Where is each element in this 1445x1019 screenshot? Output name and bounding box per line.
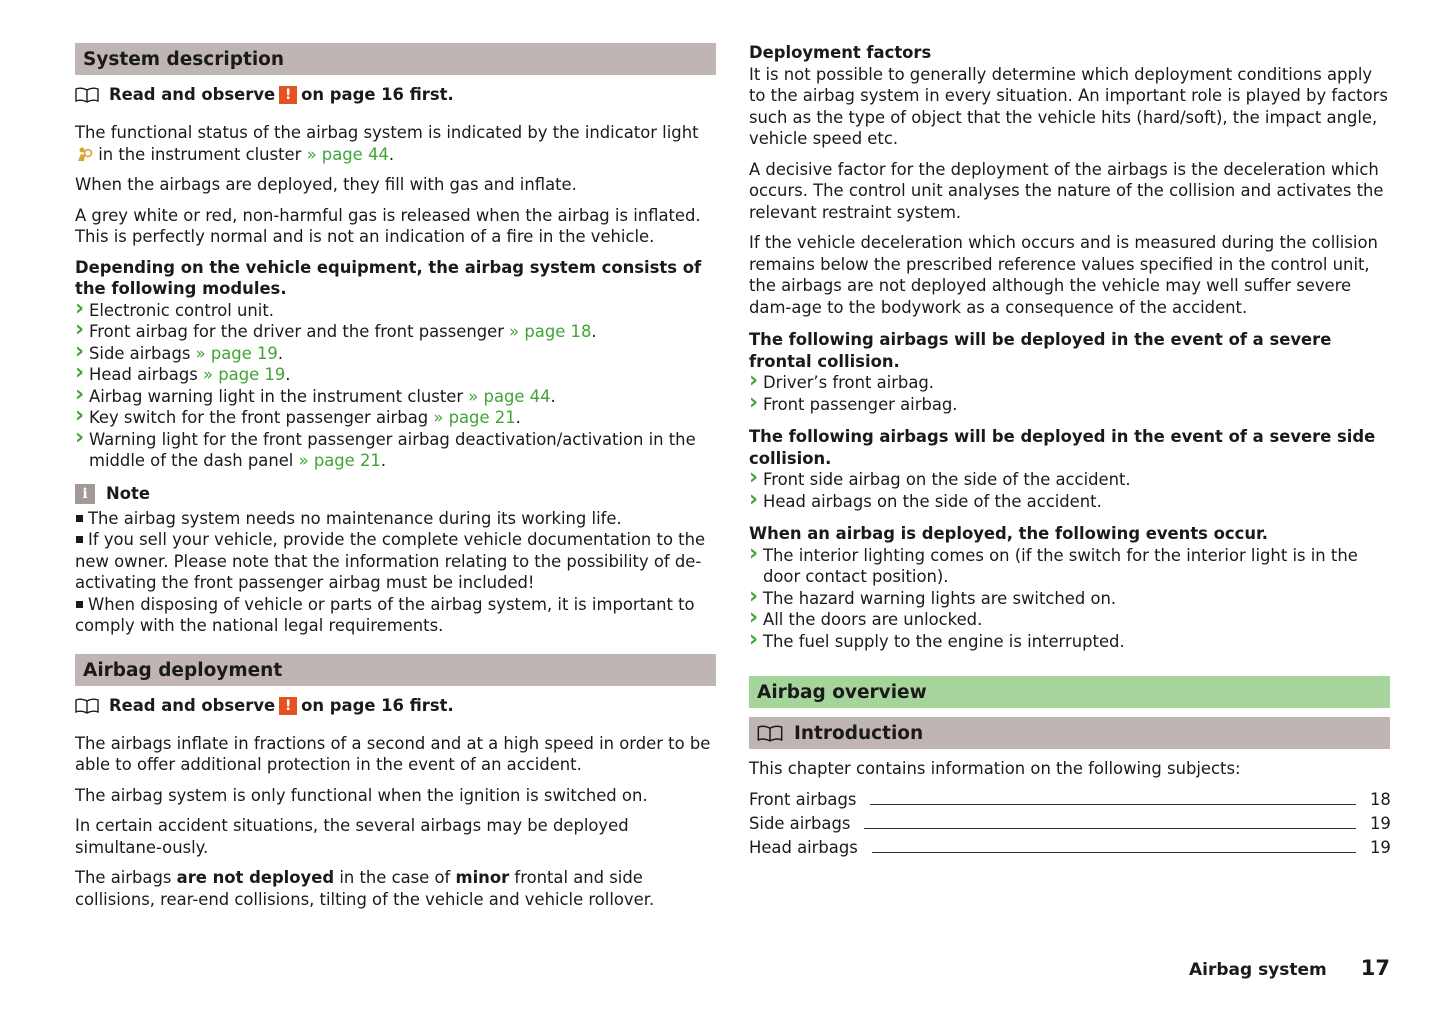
- events-list: [749, 545, 1390, 653]
- list-item: › Warning light for the front passenger airbag deactivation/activation in the middle of the dash panel » page 21.: [75, 429, 716, 472]
- read-prefix: Read and observe: [109, 85, 276, 105]
- paragraph: It is not possible to generally determine which deployment conditions apply to the airbag system in every situation. An important role is played by factors such as the type of object that the vehicle hits (hard/soft), the impact angle, vehicle speed etc.: [749, 64, 1388, 148]
- section-title-system-description: System description: [75, 43, 716, 75]
- note-heading: [75, 483, 716, 505]
- list-item: › Front passenger airbag.: [749, 394, 1390, 416]
- item-text: Electronic control unit.: [89, 300, 274, 320]
- note-text: If you sell your vehicle, provide the complete vehicle documentation to the new owner. Please note that the information relating to the possibility of de-activating the front passenger airbag must be included!: [75, 530, 706, 592]
- text-bold: are not deployed: [176, 868, 335, 887]
- list-item: › The hazard warning lights are switched on.: [749, 588, 1390, 610]
- deployment-factors-heading: Deployment factors: [749, 43, 932, 62]
- read-observe-line: [75, 84, 716, 106]
- toc-page: 19: [1370, 838, 1391, 857]
- toc-row[interactable]: [749, 811, 1390, 835]
- item-text: Front airbag for the driver and the front passenger: [89, 322, 504, 341]
- list-item: › Head airbags » page 19.: [75, 364, 716, 386]
- paragraph: A grey white or red, non-harmful gas is released when the airbag is inflated. This is perfectly normal and is not an indication of a fire in the vehicle.: [75, 205, 701, 246]
- list-item: [75, 300, 716, 322]
- list-item: › The fuel supply to the engine is interrupted.: [749, 631, 1390, 653]
- section-title-airbag-deployment: Airbag deployment: [75, 654, 716, 686]
- list-item: › Side airbags » page 19.: [75, 343, 716, 365]
- read-prefix: Read and observe: [109, 695, 276, 715]
- toc-row[interactable]: [749, 787, 1390, 811]
- bullet-square-icon: [76, 601, 83, 608]
- paragraph: The airbag system is only functional when the ignition is switched on.: [75, 785, 648, 805]
- read-suffix: on page 16 first.: [301, 695, 454, 715]
- paragraph: When the airbags are deployed, they fill with gas and inflate.: [75, 175, 577, 194]
- page-link[interactable]: » page 19: [203, 365, 286, 384]
- paragraph: If the vehicle deceleration which occurs and is measured during the collision remains below the prescribed reference values specified in the control unit, the airbags are not deployed although the vehicle may well suffer severe dam-age to the bodywork as a consequence of the accident.: [749, 233, 1378, 317]
- text: frontal and side collisions, rear-end collisions, tilting of the vehicle and vehicle rollover.: [75, 868, 655, 909]
- list-item: › Front airbag for the driver and the front passenger » page 18.: [75, 321, 716, 343]
- item-text: Side airbags: [89, 343, 191, 363]
- text-bold: minor: [455, 868, 510, 887]
- list-item: › Driver’s front airbag.: [749, 372, 1390, 394]
- list-item: › Head airbags on the side of the accident.: [749, 491, 1390, 513]
- text: in the instrument cluster: [98, 144, 302, 164]
- note-item: [75, 594, 716, 637]
- side-list: [749, 469, 1390, 512]
- toc-page: 19: [1370, 814, 1391, 833]
- page-link[interactable]: » page 19: [195, 343, 278, 363]
- list-item: › Front side airbag on the side of the accident.: [749, 469, 1390, 491]
- paragraph: A decisive factor for the deployment of the airbags is the deceleration which occurs. The control unit analyses the nature of the collision and activates the relevant restraint system.: [749, 159, 1384, 222]
- intro-title: Introduction: [794, 722, 924, 744]
- toc-label: Head airbags: [749, 838, 858, 857]
- note-title: Note: [106, 483, 150, 503]
- note-item: [75, 508, 716, 530]
- left-column: [75, 43, 716, 919]
- section-title-airbag-overview: Airbag overview: [749, 676, 1390, 708]
- toc-list: [749, 787, 1390, 859]
- right-column: [749, 42, 1390, 859]
- page-link[interactable]: » page 44: [468, 386, 551, 406]
- warning-icon: !: [279, 86, 297, 104]
- info-icon: i: [75, 484, 95, 504]
- modules-list: [75, 300, 716, 472]
- paragraph: This chapter contains information on the following subjects:: [749, 759, 1241, 778]
- page-link[interactable]: » page 21: [298, 451, 381, 470]
- page-number: 17: [1360, 956, 1390, 980]
- note-item: [75, 529, 716, 594]
- page-footer: [1189, 958, 1390, 982]
- toc-leader: [872, 852, 1356, 853]
- frontal-list: [749, 372, 1390, 415]
- bullet-square-icon: [76, 515, 83, 522]
- list-item: › Airbag warning light in the instrument cluster » page 44.: [75, 386, 716, 408]
- read-observe-line: [75, 695, 716, 717]
- footer-chapter: Airbag system: [1188, 960, 1327, 980]
- toc-leader: [870, 804, 1356, 805]
- toc-label: Front airbags: [749, 790, 857, 809]
- list-item: › Key switch for the front passenger airbag » page 21.: [75, 407, 716, 429]
- modules-heading: Depending on the vehicle equipment, the airbag system consists of the following modules.: [75, 257, 702, 298]
- item-text: Airbag warning light in the instrument cluster: [89, 386, 464, 406]
- events-heading: When an airbag is deployed, the following events occur.: [749, 524, 1268, 543]
- list-item: › All the doors are unlocked.: [749, 609, 1390, 631]
- frontal-heading: The following airbags will be deployed in the event of a severe frontal collision.: [749, 330, 1332, 371]
- bullet-square-icon: [76, 536, 83, 543]
- item-text: Warning light for the front passenger airbag deactivation/activation in the middle of the dash panel: [89, 429, 696, 470]
- page-link[interactable]: » page 21: [433, 408, 516, 427]
- item-text: Head airbags: [89, 365, 198, 384]
- toc-label: Side airbags: [749, 814, 851, 833]
- item-text: Key switch for the front passenger airbag: [89, 408, 429, 427]
- page-link[interactable]: » page 18: [509, 322, 592, 341]
- note-text: When disposing of vehicle or parts of the airbag system, it is important to comply with the national legal requirements.: [75, 594, 695, 635]
- list-item: › The interior lighting comes on (if the switch for the interior light is in the door contact position).: [749, 545, 1390, 588]
- toc-leader: [864, 828, 1356, 829]
- paragraph: In certain accident situations, the several airbags may be deployed simultane-ously.: [75, 816, 629, 857]
- airbag-indicator-icon: [75, 146, 93, 162]
- book-icon: [757, 725, 783, 742]
- toc-page: 18: [1370, 790, 1391, 809]
- section-title-introduction: [749, 717, 1390, 749]
- side-heading: The following airbags will be deployed in the event of a severe side collision.: [749, 427, 1376, 468]
- warning-icon: !: [279, 697, 297, 715]
- paragraph: The functional status of the airbag system is indicated by the indicator light in the instrument cluster » page 44.: [75, 123, 699, 164]
- page-link[interactable]: » page 44: [306, 144, 389, 164]
- text: The airbags: [75, 868, 172, 887]
- text: in the case of: [339, 868, 451, 887]
- book-icon: [75, 87, 99, 103]
- toc-row[interactable]: [749, 835, 1390, 859]
- note-text: The airbag system needs no maintenance during its working life.: [88, 508, 622, 528]
- text: The functional status of the airbag system is indicated by the indicator light: [75, 123, 699, 142]
- paragraph: [75, 867, 716, 910]
- paragraph: The airbags inflate in fractions of a second and at a high speed in order to be able to offer additional protection in the event of an accident.: [75, 733, 711, 774]
- read-suffix: on page 16 first.: [301, 85, 454, 105]
- book-icon: [75, 698, 99, 714]
